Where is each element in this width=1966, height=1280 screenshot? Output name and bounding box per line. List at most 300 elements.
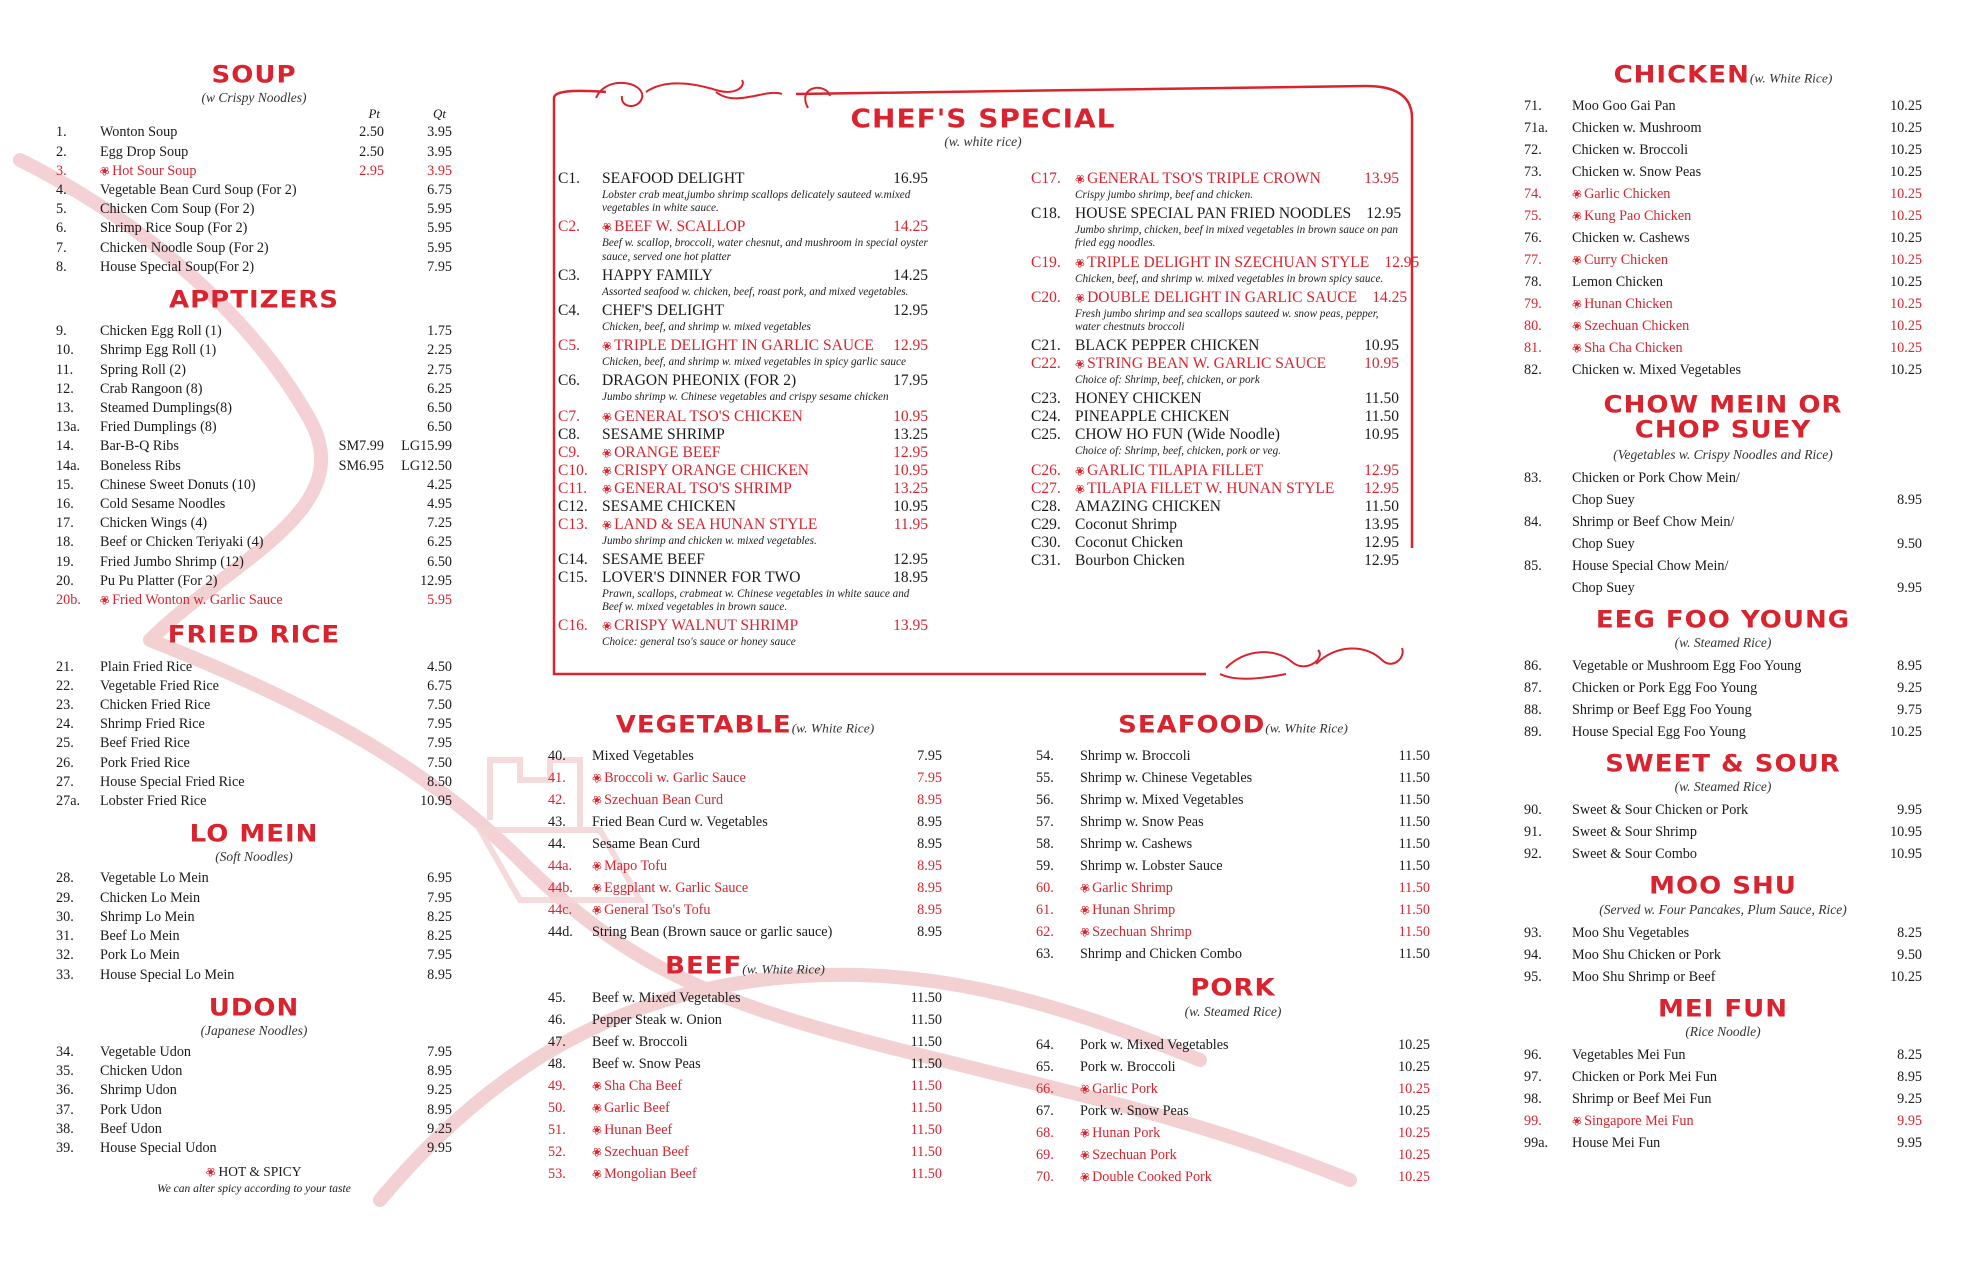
chef-item-price: 14.25 [893,266,928,284]
chef-item-name-text: STRING BEAN W. GARLIC SAUCE [1087,355,1327,373]
item-price: 7.95 [427,716,452,733]
item-name-text: General Tso's Tofu [604,902,711,919]
chef-item-price: 11.50 [1364,497,1399,515]
item-name-text: Egg Drop Soup [100,143,189,160]
menu-item [548,1163,942,1185]
chef-item [1031,462,1399,480]
item-name [100,773,382,792]
item-name [1572,271,1852,293]
item-price: 4.50 [427,658,452,675]
item-price: 11.50 [910,1165,942,1182]
chef-item-name [602,569,878,587]
item-name-text: Shrimp w. Mixed Vegetables [1080,792,1244,809]
item-name [1080,1056,1360,1078]
menu-item [56,361,452,380]
seafood-title-text: SEAFOOD [1118,711,1266,739]
menu-item [56,239,452,258]
item-name-text: Plain Fried Rice [100,658,193,675]
chef-item [1031,288,1408,307]
chef-item-code: C27. [1031,479,1061,497]
item-name-text: Garlic Shrimp [1092,880,1173,897]
item-name-text: Shrimp or Beef Chow Mein/ [1572,513,1735,530]
item-price-large: 7.25 [427,515,452,532]
item-name [1572,227,1852,249]
moo-shu-section [1524,873,1922,987]
item-number: 5. [56,201,67,218]
item-number: 69. [1036,1146,1054,1163]
chef-item-code: C15. [558,568,588,586]
chef-item-name-text: SESAME CHICKEN [602,497,736,515]
chef-item-name [1072,461,1349,480]
menu-item [1524,1088,1922,1110]
item-name [1569,183,1852,205]
item-number: 20b. [56,592,81,609]
chef-item-price: 10.95 [1364,355,1399,373]
item-number: 60. [1036,880,1054,897]
item-name [1077,877,1360,899]
menu-item [56,418,452,437]
right-column [1524,62,1922,1160]
item-number: 44d. [548,924,573,941]
item-name [100,143,318,162]
item-name-text: Eggplant w. Garlic Sauce [604,880,749,897]
menu-item [56,715,452,734]
hot-spicy-legend [56,1164,452,1196]
item-number: 95. [1524,968,1542,985]
item-name [100,908,382,927]
item-price: 11.50 [1398,858,1430,875]
item-price-large: 6.50 [427,419,452,436]
item-name [1080,1100,1360,1122]
chili-icon: ❀ [1077,901,1093,919]
menu-item [56,946,452,965]
chef-item [1031,534,1399,552]
item-name [1569,249,1852,271]
menu-item [1524,799,1922,821]
chef-item-name [1072,253,1370,272]
chili-icon: ❀ [589,1099,605,1117]
item-name [100,946,382,965]
item-name [100,1139,382,1158]
item-price: 10.25 [1398,1102,1430,1119]
chili-icon: ❀ [1077,923,1093,941]
item-name [592,745,872,767]
chow-mein-list [1524,467,1922,599]
item-number: 87. [1524,680,1542,697]
item-price: 10.25 [1890,252,1922,269]
item-number: 83. [1524,469,1542,486]
chef-item-code: C21. [1031,337,1061,355]
menu-item [1524,139,1922,161]
egg-foo-young-title: EEG FOO YOUNG [1595,606,1851,634]
chef-item-price: 12.95 [1364,479,1399,497]
menu-item [1524,117,1922,139]
menu-item [56,1139,452,1158]
item-name [100,457,318,476]
chef-item-code: C6. [558,372,580,390]
chef-item-description: Jumbo shrimp w. Chinese vegetables and crispy sesame chicken [602,391,889,404]
item-name [1077,1144,1360,1166]
chef-item-code: C1. [558,170,580,187]
item-number: 86. [1524,658,1542,675]
item-price: 9.95 [1897,1113,1922,1130]
chicken-list [1524,95,1922,381]
chef-item-name [599,515,878,534]
seafood-section [1036,712,1430,965]
vegetable-title [548,713,942,738]
menu-item [56,1101,452,1120]
item-number: 53. [548,1165,566,1182]
chef-item-name-text: BLACK PEPPER CHICKEN [1075,337,1260,355]
chef-item-name [1075,534,1349,552]
chef-item [558,569,928,587]
item-name-text: Crab Rangoon (8) [100,380,203,397]
item-name-text: Shrimp w. Snow Peas [1080,814,1204,831]
menu-item [56,1062,452,1081]
menu-item [1524,467,1922,489]
chef-item-name [1075,426,1349,444]
chef-item-price: 10.95 [893,407,928,425]
item-number: 7. [56,239,67,256]
item-number: 72. [1524,142,1542,159]
item-name-text: Chicken w. Mixed Vegetables [1572,362,1742,379]
item-number: 82. [1524,362,1542,379]
menu-item [56,658,452,677]
item-name [589,899,872,921]
chef-item-name-text: HONEY CHICKEN [1075,390,1202,408]
menu-item [1036,943,1430,965]
item-number: 6. [56,220,67,237]
chef-item-price: 13.25 [893,479,928,497]
beef-section [548,953,942,1184]
chef-item-code: C18. [1031,205,1061,223]
item-price-large: 5.95 [427,201,452,218]
item-price: 10.25 [1890,968,1922,985]
item-name [100,200,318,219]
chef-item-price: 12.95 [893,443,928,461]
item-name [592,1053,872,1075]
chili-icon: ❀ [589,769,605,787]
chef-item-code: C19. [1031,253,1061,271]
item-name-text: Chicken Udon [100,1063,183,1080]
item-name [1572,1044,1852,1066]
item-price: 9.25 [1897,680,1922,697]
apptizers-title: APPTIZERS [168,286,339,314]
item-price: 9.25 [1897,1091,1922,1108]
menu-item [56,927,452,946]
item-name [1080,745,1360,767]
pint-header: Pt [368,106,380,122]
item-number: 70. [1036,1168,1054,1185]
sweet-sour-subtitle: (w. Steamed Rice) [1674,779,1772,795]
menu-item [56,754,452,773]
chef-item-code: C25. [1031,426,1061,444]
chili-icon: ❀ [589,1121,605,1139]
chef-item [558,480,928,498]
item-name-text: Shrimp w. Cashews [1080,836,1193,853]
item-name-text: Szechuan Bean Curd [604,792,724,809]
item-name [1077,1166,1360,1188]
chef-item-name [602,302,878,320]
item-name-text: Moo Shu Shrimp or Beef [1572,968,1716,985]
menu-item [56,380,452,399]
item-name-text: Chicken Com Soup (For 2) [100,201,255,218]
vegetable-section [548,712,942,943]
menu-item [1524,655,1922,677]
menu-item [1036,1144,1430,1166]
menu-item [548,745,942,767]
item-price: 11.50 [910,1121,942,1138]
item-name [1569,205,1852,227]
item-number: 75. [1524,208,1542,225]
item-price: 7.95 [427,735,452,752]
item-name-text: House Special Udon [100,1140,217,1157]
item-price: 7.95 [917,748,942,765]
chili-icon: ❀ [1072,355,1088,373]
chef-item [558,444,928,462]
item-name [100,869,382,888]
menu-item [1524,489,1922,511]
item-price-large: 4.25 [427,476,452,493]
item-number: 44c. [548,902,573,919]
item-number: 30. [56,908,74,925]
chow-mein-title-line1: CHOW MEIN OR [1603,391,1843,420]
menu-item [1524,1132,1922,1154]
item-name-text: Shrimp and Chicken Combo [1080,946,1242,963]
chef-item-name-text: GENERAL TSO'S SHRIMP [614,479,792,497]
menu-item [56,399,452,418]
item-number: 47. [548,1033,566,1050]
chef-item-code: C9. [558,443,580,461]
item-name-text: Beef Udon [100,1120,162,1137]
item-price: 11.50 [910,1011,942,1028]
item-name-text: Fried Bean Curd w. Vegetables [592,814,768,831]
item-price: 8.95 [917,902,942,919]
menu-item [1524,944,1922,966]
item-name-text: Shrimp or Beef Egg Foo Young [1572,702,1752,719]
item-name-text: Chinese Sweet Donuts (10) [100,476,256,493]
item-number: 58. [1036,836,1054,853]
chef-item-name-text: GENERAL TSO'S TRIPLE CROWN [1087,170,1321,187]
item-name [592,1009,872,1031]
chef-item-description: Chicken, beef, and shrimp w. mixed vegetables in brown spicy sauce. [1075,272,1384,285]
item-price: 7.95 [917,770,942,787]
item-price: 10.25 [1890,164,1922,181]
chef-item-name-text: Bourbon Chicken [1075,551,1185,569]
item-name-text: House Special Chow Mein/ [1572,557,1729,574]
item-name [100,361,318,380]
menu-item [1036,789,1430,811]
chef-item-code: C22. [1031,355,1061,373]
item-number: 67. [1036,1102,1054,1119]
chef-item [1031,498,1399,516]
item-name-text: Pork w. Broccoli [1080,1058,1176,1075]
item-number: 76. [1524,230,1542,247]
item-number: 43. [548,814,566,831]
menu-item [1524,359,1922,381]
item-name [100,792,382,811]
item-name [100,219,318,238]
item-name [1077,1122,1360,1144]
item-name [1080,789,1360,811]
egg-foo-young-list [1524,655,1922,743]
menu-item [548,1009,942,1031]
item-name [100,966,382,985]
item-name [1572,117,1852,139]
chef-item-code: C26. [1031,461,1061,479]
item-number: 35. [56,1063,74,1080]
menu-item [56,572,452,591]
item-price: 9.95 [1897,802,1922,819]
chef-item-name [1075,552,1349,570]
chef-item [1031,516,1399,534]
item-number: 74. [1524,186,1542,203]
item-number: 44b. [548,880,573,897]
item-name [1572,655,1852,677]
item-name [100,437,318,456]
chef-item-code: C3. [558,266,580,284]
chef-item-price: 10.95 [1364,337,1399,355]
chili-icon: ❀ [1072,480,1088,498]
menu-item [1524,227,1922,249]
menu-item [56,123,452,142]
item-price: 8.25 [1897,1047,1922,1064]
item-number: 32. [56,947,74,964]
item-number: 79. [1524,296,1542,313]
chef-item-code: C10. [558,461,588,479]
item-name [1572,966,1852,988]
item-number: 57. [1036,814,1054,831]
menu-item [1524,1066,1922,1088]
chef-item-code: C30. [1031,533,1061,551]
chili-icon: ❀ [1569,317,1585,335]
item-name-text: Boneless Ribs [100,457,181,474]
menu-item [56,1081,452,1100]
chili-icon: ❀ [1569,1112,1585,1130]
item-name-text: Lobster Fried Rice [100,792,207,809]
item-price: 8.95 [917,924,942,941]
item-price: 10.25 [1890,208,1922,225]
menu-item [56,162,452,181]
chili-icon: ❀ [1569,207,1585,225]
item-name [1080,943,1360,965]
item-name [589,767,872,789]
item-number: 71. [1524,98,1542,115]
item-number: 40. [548,748,566,765]
udon-list [56,1043,452,1158]
quart-header: Qt [433,106,446,122]
chef-item-code: C29. [1031,515,1061,533]
mei-fun-title: MEI FUN [1658,995,1788,1023]
item-price: 7.50 [427,696,452,713]
item-name-text: Cold Sesame Noodles [100,496,226,513]
menu-item [1524,315,1922,337]
chef-item-price: 12.95 [1364,533,1399,551]
menu-item [1524,293,1922,315]
item-number: 29. [56,889,74,906]
item-number: 18. [56,534,74,551]
chef-item [1031,480,1399,498]
item-name [1572,821,1852,843]
item-price-large: 6.50 [427,400,452,417]
item-name-text: Shrimp Rice Soup (For 2) [100,220,248,237]
item-price: 10.25 [1398,1146,1430,1163]
chef-item-name [1075,337,1349,355]
chef-item-price: 11.95 [893,515,928,533]
item-price: 8.95 [1897,1069,1922,1086]
item-price-large: 3.95 [427,143,452,160]
chef-item-description: Choice: general tso's sauce or honey sauce [602,636,796,649]
menu-item [1524,337,1922,359]
item-price: 9.50 [1897,946,1922,963]
chili-icon: ❀ [589,791,605,809]
chili-icon: ❀ [599,408,615,426]
chicken-title-text: CHICKEN [1613,61,1750,89]
item-name [1572,1132,1852,1154]
lo-mein-subtitle: (Soft Noodles) [215,849,293,865]
soup-size-header [56,106,452,123]
chef-item-name [602,372,878,390]
menu-item [56,181,452,200]
item-name [592,921,872,943]
item-price-large: 5.95 [427,239,452,256]
menu-item [548,921,942,943]
apptizers-list [56,322,452,610]
chef-item-code: C2. [558,218,580,236]
item-number: 94. [1524,946,1542,963]
item-name [100,1120,382,1139]
chef-item-name [599,617,878,635]
item-name-text: Chicken Lo Mein [100,889,201,906]
item-number: 61. [1036,902,1054,919]
chili-icon: ❀ [1077,879,1093,897]
item-price: 11.50 [910,1033,942,1050]
item-number: 22. [56,677,74,694]
chef-item-name-text: SEAFOOD DELIGHT [602,170,745,187]
egg-foo-young-section [1524,607,1922,743]
vegetable-title-sub: (w. White Rice) [791,721,875,736]
chef-item-name [1072,170,1349,188]
item-name [1572,511,1852,533]
item-price: 9.25 [427,1120,452,1137]
chef-item-name-text: HAPPY FAMILY [602,266,713,284]
item-price: 10.25 [1890,724,1922,741]
item-name [1572,489,1852,511]
item-price: 11.50 [1398,924,1430,941]
chicken-title-sub: (w. White Rice) [1749,71,1833,86]
chef-item-name [599,461,878,480]
menu-item [1036,877,1430,899]
chef-item-name-text: LOVER'S DINNER FOR TWO [602,568,801,586]
item-name [1080,767,1360,789]
item-number: 64. [1036,1036,1054,1053]
item-name [589,1163,872,1185]
item-number: 68. [1036,1124,1054,1141]
item-price: 10.95 [1890,846,1922,863]
chef-item [1031,253,1420,272]
item-name-text: Double Cooked Pork [1092,1168,1212,1185]
chili-icon: ❀ [203,1163,220,1181]
chef-item-name [599,407,878,426]
item-number: 14. [56,438,74,455]
menu-item [548,1141,942,1163]
menu-item [1036,1078,1430,1100]
menu-item [1524,577,1922,599]
chef-item-price: 12.95 [893,337,928,355]
item-number: 10. [56,342,74,359]
item-name-text: Shrimp w. Lobster Sauce [1080,858,1223,875]
chef-item-price: 11.50 [1364,390,1399,408]
